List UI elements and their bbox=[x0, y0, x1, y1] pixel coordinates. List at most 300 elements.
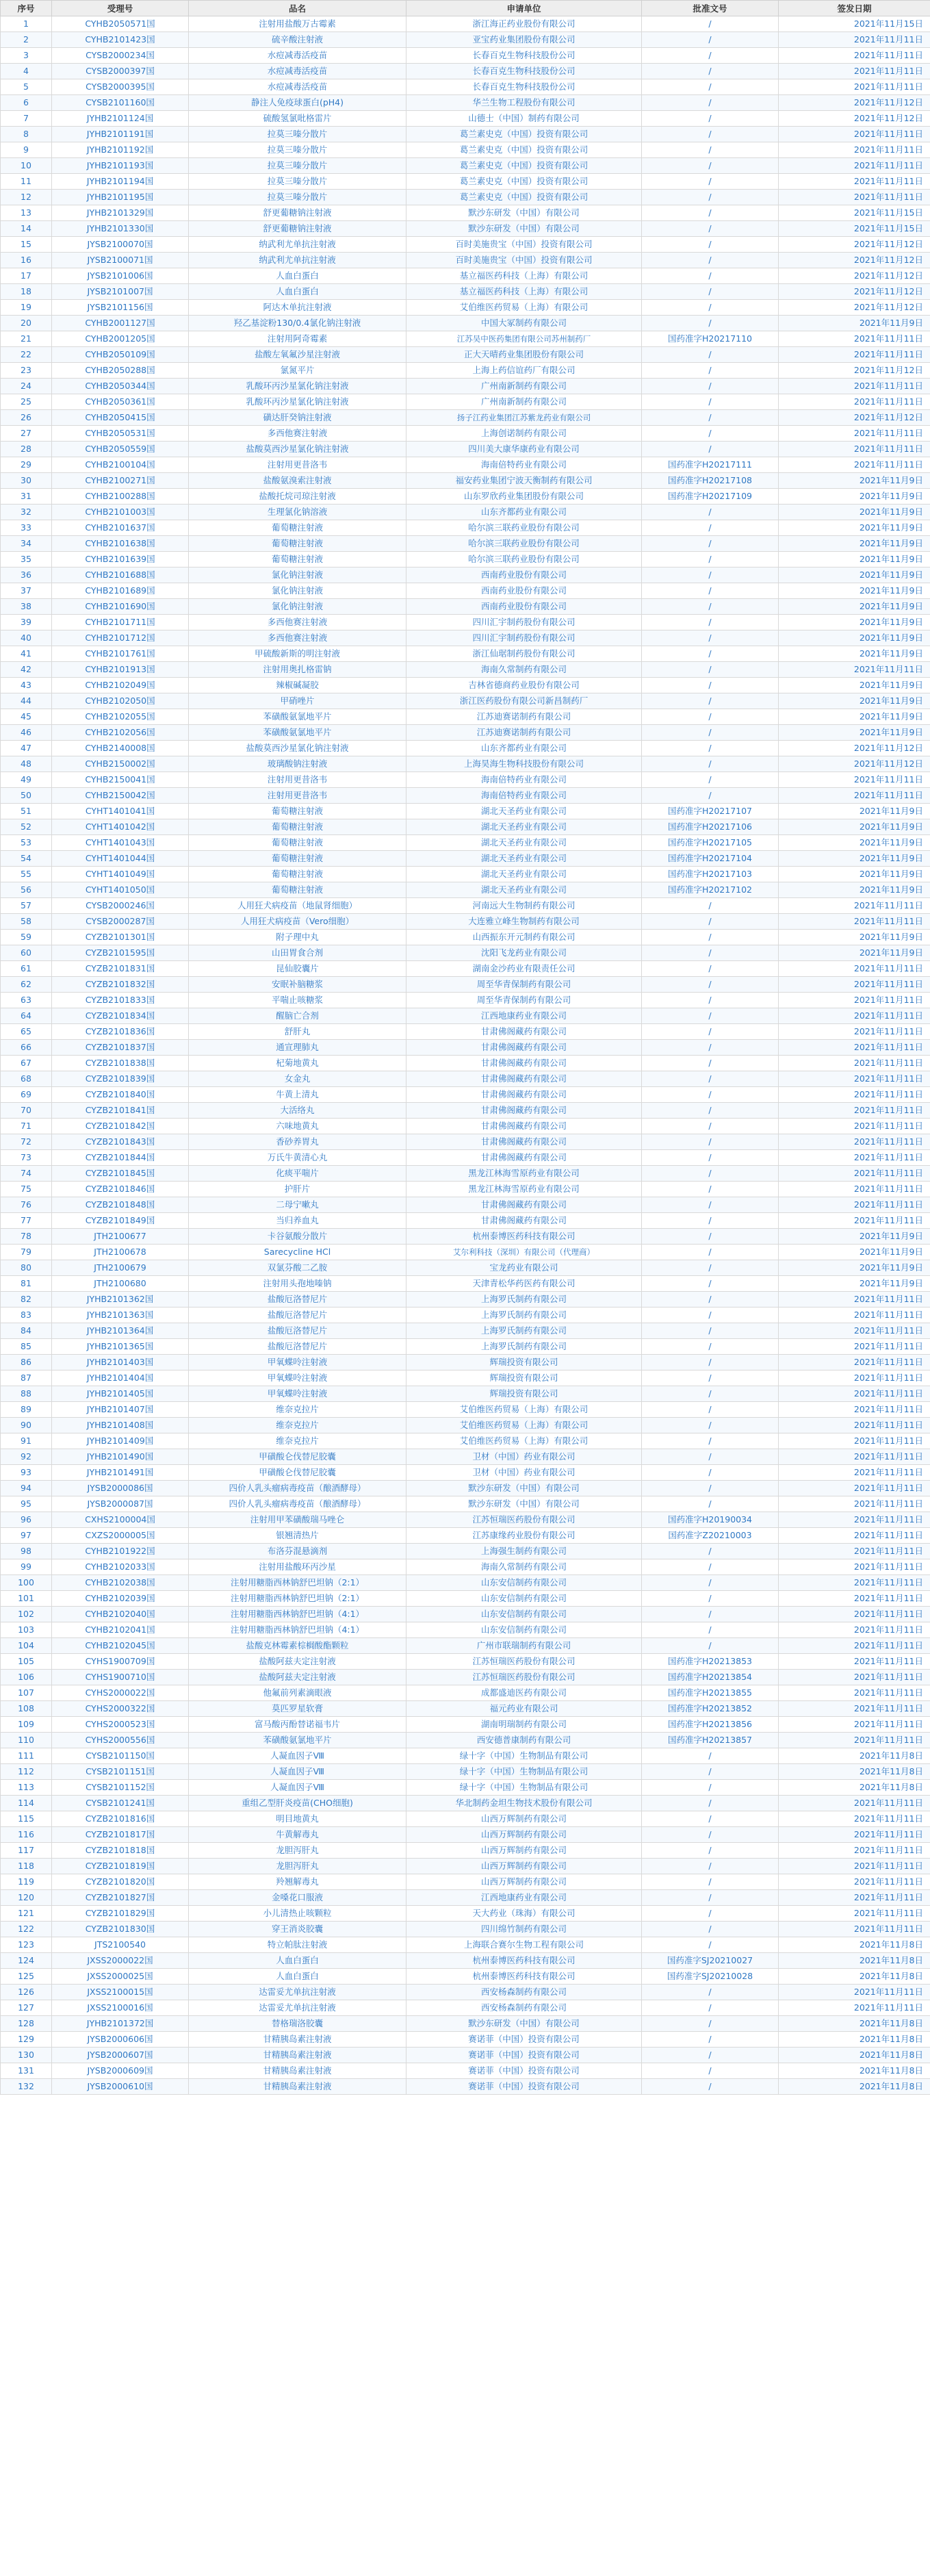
cell-approval-no: / bbox=[642, 1843, 779, 1859]
table-row bbox=[1, 1859, 930, 1874]
cell-applicant: 江苏迪赛诺制药有限公司 bbox=[406, 725, 642, 741]
cell-date: 2021年11月11日 bbox=[779, 1922, 930, 1937]
cell-product: 维奈克拉片 bbox=[189, 1433, 406, 1449]
cell-date: 2021年11月11日 bbox=[779, 1056, 930, 1071]
cell-approval-no: / bbox=[642, 158, 779, 174]
table-row bbox=[1, 1056, 930, 1071]
table-row bbox=[1, 1119, 930, 1134]
cell-seq: 122 bbox=[1, 1922, 52, 1937]
table-row bbox=[1, 1638, 930, 1654]
cell-accept-no: CYZB2101831国 bbox=[52, 961, 189, 977]
table-row bbox=[1, 1087, 930, 1103]
cell-date: 2021年11月11日 bbox=[779, 977, 930, 993]
cell-applicant: 甘肃佛阁藏药有限公司 bbox=[406, 1150, 642, 1166]
cell-date: 2021年11月9日 bbox=[779, 725, 930, 741]
cell-product: 平喘止咳糖浆 bbox=[189, 993, 406, 1008]
cell-seq: 8 bbox=[1, 127, 52, 142]
cell-product: 羚翘解毒丸 bbox=[189, 1874, 406, 1890]
table-row bbox=[1, 221, 930, 237]
cell-accept-no: CYSB2101241国 bbox=[52, 1796, 189, 1811]
cell-product: 注射用奥扎格雷钠 bbox=[189, 662, 406, 678]
cell-approval-no: / bbox=[642, 1985, 779, 2000]
cell-date: 2021年11月11日 bbox=[779, 158, 930, 174]
cell-seq: 22 bbox=[1, 347, 52, 363]
cell-date: 2021年11月9日 bbox=[779, 536, 930, 552]
cell-seq: 110 bbox=[1, 1733, 52, 1748]
cell-seq: 43 bbox=[1, 678, 52, 693]
cell-approval-no: / bbox=[642, 1245, 779, 1260]
cell-product: 拉莫三嗪分散片 bbox=[189, 174, 406, 190]
cell-seq: 71 bbox=[1, 1119, 52, 1134]
cell-product: 达雷妥尤单抗注射液 bbox=[189, 2000, 406, 2016]
cell-date: 2021年11月11日 bbox=[779, 1402, 930, 1418]
cell-date: 2021年11月8日 bbox=[779, 2048, 930, 2063]
cell-approval-no: / bbox=[642, 993, 779, 1008]
cell-approval-no: / bbox=[642, 1449, 779, 1465]
cell-product: 盐酸厄洛替尼片 bbox=[189, 1339, 406, 1355]
cell-product: 当归养血丸 bbox=[189, 1213, 406, 1229]
cell-seq: 47 bbox=[1, 741, 52, 756]
cell-date: 2021年11月11日 bbox=[779, 1386, 930, 1402]
cell-seq: 19 bbox=[1, 300, 52, 316]
table-row bbox=[1, 1197, 930, 1213]
cell-accept-no: CYZB2101820国 bbox=[52, 1874, 189, 1890]
cell-applicant: 赛诺菲（中国）投资有限公司 bbox=[406, 2063, 642, 2079]
cell-applicant: 默沙东研发（中国）有限公司 bbox=[406, 221, 642, 237]
cell-date: 2021年11月11日 bbox=[779, 1213, 930, 1229]
cell-accept-no: JYSB2101006国 bbox=[52, 268, 189, 284]
cell-approval-no: / bbox=[642, 394, 779, 410]
cell-seq: 42 bbox=[1, 662, 52, 678]
cell-date: 2021年11月8日 bbox=[779, 2063, 930, 2079]
table-body bbox=[1, 16, 930, 2095]
cell-product: 甘精胰岛素注射液 bbox=[189, 2032, 406, 2048]
cell-accept-no: CYHB2050415国 bbox=[52, 410, 189, 426]
cell-approval-no: 国药准字H20213856 bbox=[642, 1717, 779, 1733]
cell-date: 2021年11月11日 bbox=[779, 1134, 930, 1150]
cell-applicant: 湖南金沙药业有限责任公司 bbox=[406, 961, 642, 977]
cell-date: 2021年11月11日 bbox=[779, 1496, 930, 1512]
cell-date: 2021年11月11日 bbox=[779, 1591, 930, 1607]
cell-date: 2021年11月8日 bbox=[779, 2079, 930, 2095]
cell-applicant: 湖北天圣药业有限公司 bbox=[406, 867, 642, 882]
table-row bbox=[1, 394, 930, 410]
cell-product: 双氯芬酸二乙胺 bbox=[189, 1260, 406, 1276]
cell-seq: 130 bbox=[1, 2048, 52, 2063]
cell-product: 甲氧蝶呤注射液 bbox=[189, 1370, 406, 1386]
cell-product: 水痘减毒活疫苗 bbox=[189, 48, 406, 64]
cell-product: 葡萄糖注射液 bbox=[189, 520, 406, 536]
cell-product: 羟乙基淀粉130/0.4氯化钠注射液 bbox=[189, 316, 406, 331]
cell-date: 2021年11月11日 bbox=[779, 1622, 930, 1638]
cell-date: 2021年11月9日 bbox=[779, 867, 930, 882]
cell-date: 2021年11月12日 bbox=[779, 300, 930, 316]
cell-approval-no: / bbox=[642, 1402, 779, 1418]
table-row bbox=[1, 2000, 930, 2016]
cell-product: 甘精胰岛素注射液 bbox=[189, 2063, 406, 2079]
cell-date: 2021年11月11日 bbox=[779, 1685, 930, 1701]
table-row bbox=[1, 363, 930, 379]
cell-approval-no: / bbox=[642, 568, 779, 583]
cell-seq: 132 bbox=[1, 2079, 52, 2095]
cell-applicant: 甘肃佛阁藏药有限公司 bbox=[406, 1040, 642, 1056]
table-row bbox=[1, 914, 930, 930]
cell-approval-no: / bbox=[642, 1906, 779, 1922]
cell-product: 葡萄糖注射液 bbox=[189, 804, 406, 819]
cell-date: 2021年11月12日 bbox=[779, 95, 930, 111]
cell-accept-no: JXSS2000025国 bbox=[52, 1969, 189, 1985]
cell-date: 2021年11月9日 bbox=[779, 882, 930, 898]
table-row bbox=[1, 489, 930, 505]
cell-applicant: 黑龙江林海雪原药业有限公司 bbox=[406, 1166, 642, 1182]
table-row bbox=[1, 300, 930, 316]
table-row bbox=[1, 158, 930, 174]
cell-date: 2021年11月9日 bbox=[779, 489, 930, 505]
cell-date: 2021年11月11日 bbox=[779, 1559, 930, 1575]
cell-approval-no: 国药准字H20213852 bbox=[642, 1701, 779, 1717]
cell-seq: 102 bbox=[1, 1607, 52, 1622]
cell-applicant: 葛兰素史克（中国）投资有限公司 bbox=[406, 158, 642, 174]
cell-approval-no: / bbox=[642, 1764, 779, 1780]
cell-accept-no: CYZB2101841国 bbox=[52, 1103, 189, 1119]
cell-approval-no: / bbox=[642, 1119, 779, 1134]
cell-date: 2021年11月11日 bbox=[779, 1733, 930, 1748]
header-accept-no: 受理号 bbox=[52, 1, 189, 16]
cell-accept-no: JYHB2101372国 bbox=[52, 2016, 189, 2032]
cell-date: 2021年11月8日 bbox=[779, 2016, 930, 2032]
cell-applicant: 卫材（中国）药业有限公司 bbox=[406, 1449, 642, 1465]
cell-product: 注射用阿奇霉素 bbox=[189, 331, 406, 347]
table-row bbox=[1, 520, 930, 536]
cell-accept-no: JYSB2000606国 bbox=[52, 2032, 189, 2048]
cell-accept-no: CYHB2101689国 bbox=[52, 583, 189, 599]
cell-seq: 53 bbox=[1, 835, 52, 851]
table-row bbox=[1, 630, 930, 646]
cell-seq: 11 bbox=[1, 174, 52, 190]
cell-seq: 55 bbox=[1, 867, 52, 882]
cell-approval-no: / bbox=[642, 363, 779, 379]
cell-accept-no: JTH2100678 bbox=[52, 1245, 189, 1260]
cell-date: 2021年11月11日 bbox=[779, 1008, 930, 1024]
table-row bbox=[1, 316, 930, 331]
table-row bbox=[1, 1260, 930, 1276]
cell-approval-no: / bbox=[642, 1056, 779, 1071]
table-row bbox=[1, 1575, 930, 1591]
cell-date: 2021年11月11日 bbox=[779, 1811, 930, 1827]
table-row bbox=[1, 1150, 930, 1166]
cell-product: 注射用更昔洛韦 bbox=[189, 772, 406, 788]
cell-applicant: 上海罗氏制药有限公司 bbox=[406, 1339, 642, 1355]
cell-approval-no: / bbox=[642, 1071, 779, 1087]
cell-seq: 72 bbox=[1, 1134, 52, 1150]
cell-approval-no: 国药准字H20217104 bbox=[642, 851, 779, 867]
cell-accept-no: JTH2100679 bbox=[52, 1260, 189, 1276]
cell-seq: 38 bbox=[1, 599, 52, 615]
table-row bbox=[1, 1245, 930, 1260]
cell-approval-no: / bbox=[642, 1087, 779, 1103]
cell-date: 2021年11月11日 bbox=[779, 1528, 930, 1544]
cell-accept-no: JYHB2101329国 bbox=[52, 205, 189, 221]
cell-seq: 3 bbox=[1, 48, 52, 64]
cell-accept-no: CYHT1401042国 bbox=[52, 819, 189, 835]
cell-seq: 39 bbox=[1, 615, 52, 630]
cell-applicant: 湖北天圣药业有限公司 bbox=[406, 835, 642, 851]
cell-approval-no: / bbox=[642, 678, 779, 693]
cell-product: 注射用糖脂西林钠舒巴坦钠（4:1） bbox=[189, 1622, 406, 1638]
cell-approval-no: / bbox=[642, 316, 779, 331]
cell-accept-no: JYHB2101362国 bbox=[52, 1292, 189, 1308]
cell-date: 2021年11月11日 bbox=[779, 772, 930, 788]
cell-applicant: 湖南明瑞制药有限公司 bbox=[406, 1717, 642, 1733]
cell-date: 2021年11月9日 bbox=[779, 1276, 930, 1292]
cell-seq: 115 bbox=[1, 1811, 52, 1827]
table-row bbox=[1, 898, 930, 914]
cell-date: 2021年11月12日 bbox=[779, 741, 930, 756]
cell-approval-no: / bbox=[642, 1874, 779, 1890]
cell-applicant: 西安杨森制药有限公司 bbox=[406, 2000, 642, 2016]
cell-product: 富马酸丙酚替诺福韦片 bbox=[189, 1717, 406, 1733]
cell-product: Sarecycline HCl bbox=[189, 1245, 406, 1260]
cell-accept-no: CYHB2150002国 bbox=[52, 756, 189, 772]
cell-accept-no: CYZB2101848国 bbox=[52, 1197, 189, 1213]
cell-applicant: 西安杨森制药有限公司 bbox=[406, 1985, 642, 2000]
cell-applicant: 上海罗氏制药有限公司 bbox=[406, 1292, 642, 1308]
cell-seq: 50 bbox=[1, 788, 52, 804]
cell-applicant: 辉瑞投资有限公司 bbox=[406, 1386, 642, 1402]
cell-product: 人血白蛋白 bbox=[189, 1969, 406, 1985]
cell-approval-no: / bbox=[642, 1922, 779, 1937]
cell-seq: 31 bbox=[1, 489, 52, 505]
cell-accept-no: CYZB2101840国 bbox=[52, 1087, 189, 1103]
cell-accept-no: CYZB2101827国 bbox=[52, 1890, 189, 1906]
cell-seq: 83 bbox=[1, 1308, 52, 1323]
cell-product: 纳武利尤单抗注射液 bbox=[189, 237, 406, 253]
table-row bbox=[1, 1969, 930, 1985]
cell-approval-no: / bbox=[642, 977, 779, 993]
cell-applicant: 山东齐都药业有限公司 bbox=[406, 505, 642, 520]
cell-seq: 95 bbox=[1, 1496, 52, 1512]
cell-date: 2021年11月8日 bbox=[779, 1937, 930, 1953]
cell-applicant: 山西万辉制药有限公司 bbox=[406, 1874, 642, 1890]
cell-applicant: 基立福医药科技（上海）有限公司 bbox=[406, 268, 642, 284]
cell-applicant: 艾伯维医药贸易（上海）有限公司 bbox=[406, 1402, 642, 1418]
cell-product: 盐酸厄洛替尼片 bbox=[189, 1308, 406, 1323]
cell-product: 注射用糖脂西林钠舒巴坦钠（2:1） bbox=[189, 1591, 406, 1607]
cell-approval-no: / bbox=[642, 630, 779, 646]
cell-product: 盐酸氨溴索注射液 bbox=[189, 473, 406, 489]
cell-applicant: 上海罗氏制药有限公司 bbox=[406, 1323, 642, 1339]
table-row bbox=[1, 1134, 930, 1150]
cell-applicant: 默沙东研发（中国）有限公司 bbox=[406, 2016, 642, 2032]
cell-date: 2021年11月9日 bbox=[779, 599, 930, 615]
table-row bbox=[1, 1481, 930, 1496]
cell-seq: 29 bbox=[1, 457, 52, 473]
table-row bbox=[1, 741, 930, 756]
cell-applicant: 葛兰素史克（中国）投资有限公司 bbox=[406, 127, 642, 142]
cell-applicant: 卫材（中国）药业有限公司 bbox=[406, 1465, 642, 1481]
cell-approval-no: / bbox=[642, 1182, 779, 1197]
header-approval-no: 批准文号 bbox=[642, 1, 779, 16]
cell-approval-no: / bbox=[642, 1481, 779, 1496]
cell-product: 明目地黄丸 bbox=[189, 1811, 406, 1827]
cell-applicant: 甘肃佛阁藏药有限公司 bbox=[406, 1024, 642, 1040]
cell-accept-no: CYSB2101151国 bbox=[52, 1764, 189, 1780]
cell-applicant: 四川汇宇制药股份有限公司 bbox=[406, 615, 642, 630]
cell-product: 人用狂犬病疫苗（Vero细胞） bbox=[189, 914, 406, 930]
table-row bbox=[1, 1292, 930, 1308]
table-row bbox=[1, 442, 930, 457]
cell-approval-no: / bbox=[642, 1040, 779, 1056]
cell-approval-no: / bbox=[642, 205, 779, 221]
cell-product: 通宣理肺丸 bbox=[189, 1040, 406, 1056]
cell-accept-no: CYHT1401049国 bbox=[52, 867, 189, 882]
cell-accept-no: CYHS2000556国 bbox=[52, 1733, 189, 1748]
cell-applicant: 黑龙江林海雪原药业有限公司 bbox=[406, 1182, 642, 1197]
table-row bbox=[1, 1182, 930, 1197]
cell-accept-no: CYZB2101844国 bbox=[52, 1150, 189, 1166]
cell-approval-no: / bbox=[642, 174, 779, 190]
cell-applicant: 上海上药信谊药厂有限公司 bbox=[406, 363, 642, 379]
cell-product: 四价人乳头瘤病毒疫苗（酿酒酵母） bbox=[189, 1496, 406, 1512]
cell-accept-no: CYHB2102050国 bbox=[52, 693, 189, 709]
cell-product: 注射用糖脂西林钠舒巴坦钠（4:1） bbox=[189, 1607, 406, 1622]
cell-date: 2021年11月12日 bbox=[779, 284, 930, 300]
cell-date: 2021年11月11日 bbox=[779, 1985, 930, 2000]
cell-approval-no: / bbox=[642, 1937, 779, 1953]
table-row bbox=[1, 961, 930, 977]
cell-product: 盐酸克林霉素棕榈酸酯颗粒 bbox=[189, 1638, 406, 1654]
cell-approval-no: / bbox=[642, 410, 779, 426]
table-row bbox=[1, 1370, 930, 1386]
table-row bbox=[1, 2032, 930, 2048]
cell-date: 2021年11月11日 bbox=[779, 1874, 930, 1890]
cell-applicant: 上海创诺制药有限公司 bbox=[406, 426, 642, 442]
cell-applicant: 山东齐都药业有限公司 bbox=[406, 741, 642, 756]
cell-seq: 32 bbox=[1, 505, 52, 520]
cell-seq: 126 bbox=[1, 1985, 52, 2000]
table-row bbox=[1, 1433, 930, 1449]
cell-product: 护肝片 bbox=[189, 1182, 406, 1197]
table-row bbox=[1, 819, 930, 835]
cell-product: 盐酸托烷司琼注射液 bbox=[189, 489, 406, 505]
cell-product: 香砂养胃丸 bbox=[189, 1134, 406, 1150]
cell-accept-no: JYHB2101194国 bbox=[52, 174, 189, 190]
table-row bbox=[1, 725, 930, 741]
cell-accept-no: CYZB2101833国 bbox=[52, 993, 189, 1008]
table-row bbox=[1, 1308, 930, 1323]
cell-applicant: 绿十字（中国）生物制品有限公司 bbox=[406, 1780, 642, 1796]
cell-accept-no: CYZB2101595国 bbox=[52, 945, 189, 961]
cell-product: 注射用更昔洛韦 bbox=[189, 457, 406, 473]
cell-applicant: 西安德普康制药有限公司 bbox=[406, 1733, 642, 1748]
cell-seq: 12 bbox=[1, 190, 52, 205]
cell-accept-no: CYHB2102049国 bbox=[52, 678, 189, 693]
cell-product: 人用狂犬病疫苗（地鼠肾细胞） bbox=[189, 898, 406, 914]
cell-seq: 27 bbox=[1, 426, 52, 442]
cell-seq: 119 bbox=[1, 1874, 52, 1890]
cell-accept-no: JYHB2101405国 bbox=[52, 1386, 189, 1402]
cell-approval-no: 国药准字SJ20210027 bbox=[642, 1953, 779, 1969]
cell-accept-no: JYHB2101408国 bbox=[52, 1418, 189, 1433]
cell-product: 舒更葡糖钠注射液 bbox=[189, 221, 406, 237]
cell-seq: 23 bbox=[1, 363, 52, 379]
cell-date: 2021年11月9日 bbox=[779, 505, 930, 520]
cell-applicant: 甘肃佛阁藏药有限公司 bbox=[406, 1134, 642, 1150]
cell-approval-no: / bbox=[642, 583, 779, 599]
cell-seq: 78 bbox=[1, 1229, 52, 1245]
cell-date: 2021年11月8日 bbox=[779, 1780, 930, 1796]
cell-approval-no: / bbox=[642, 772, 779, 788]
cell-seq: 127 bbox=[1, 2000, 52, 2016]
cell-product: 硫酸氢氯吡格雷片 bbox=[189, 111, 406, 127]
cell-seq: 120 bbox=[1, 1890, 52, 1906]
cell-seq: 57 bbox=[1, 898, 52, 914]
cell-approval-no: 国药准字H20213854 bbox=[642, 1670, 779, 1685]
cell-product: 氯氮平片 bbox=[189, 363, 406, 379]
cell-date: 2021年11月12日 bbox=[779, 253, 930, 268]
cell-approval-no: / bbox=[642, 1024, 779, 1040]
cell-approval-no: / bbox=[642, 1433, 779, 1449]
cell-date: 2021年11月12日 bbox=[779, 410, 930, 426]
cell-seq: 117 bbox=[1, 1843, 52, 1859]
cell-product: 阿达木单抗注射液 bbox=[189, 300, 406, 316]
cell-applicant: 辉瑞投资有限公司 bbox=[406, 1370, 642, 1386]
cell-date: 2021年11月11日 bbox=[779, 394, 930, 410]
cell-product: 盐酸莫西沙星氯化钠注射液 bbox=[189, 442, 406, 457]
cell-seq: 62 bbox=[1, 977, 52, 993]
table-row bbox=[1, 1418, 930, 1433]
cell-accept-no: CYHB2101712国 bbox=[52, 630, 189, 646]
table-row bbox=[1, 95, 930, 111]
table-row bbox=[1, 867, 930, 882]
table-row bbox=[1, 32, 930, 48]
cell-approval-no: / bbox=[642, 1575, 779, 1591]
cell-accept-no: CYHS2000322国 bbox=[52, 1701, 189, 1717]
cell-approval-no: / bbox=[642, 48, 779, 64]
table-row bbox=[1, 1937, 930, 1953]
cell-accept-no: CYHB2102041国 bbox=[52, 1622, 189, 1638]
table-row bbox=[1, 1922, 930, 1937]
cell-product: 甲硫酸新斯的明注射液 bbox=[189, 646, 406, 662]
cell-seq: 74 bbox=[1, 1166, 52, 1182]
cell-seq: 75 bbox=[1, 1182, 52, 1197]
table-row bbox=[1, 646, 930, 662]
table-row bbox=[1, 756, 930, 772]
cell-seq: 121 bbox=[1, 1906, 52, 1922]
cell-seq: 70 bbox=[1, 1103, 52, 1119]
cell-product: 多西他赛注射液 bbox=[189, 630, 406, 646]
cell-approval-no: / bbox=[642, 1607, 779, 1622]
cell-approval-no: / bbox=[642, 1796, 779, 1811]
cell-product: 人凝血因子Ⅷ bbox=[189, 1764, 406, 1780]
cell-applicant: 甘肃佛阁藏药有限公司 bbox=[406, 1056, 642, 1071]
cell-date: 2021年11月8日 bbox=[779, 1953, 930, 1969]
table-row bbox=[1, 1355, 930, 1370]
cell-product: 拉莫三嗪分散片 bbox=[189, 158, 406, 174]
cell-approval-no: / bbox=[642, 32, 779, 48]
cell-accept-no: CYHT1401050国 bbox=[52, 882, 189, 898]
header-seq: 序号 bbox=[1, 1, 52, 16]
cell-date: 2021年11月12日 bbox=[779, 111, 930, 127]
cell-accept-no: JYHB2101407国 bbox=[52, 1402, 189, 1418]
cell-applicant: 河南远大生物制药有限公司 bbox=[406, 898, 642, 914]
cell-seq: 106 bbox=[1, 1670, 52, 1685]
cell-approval-no: / bbox=[642, 1496, 779, 1512]
cell-seq: 116 bbox=[1, 1827, 52, 1843]
cell-seq: 30 bbox=[1, 473, 52, 489]
cell-product: 盐酸左氧氟沙星注射液 bbox=[189, 347, 406, 363]
cell-date: 2021年11月11日 bbox=[779, 788, 930, 804]
